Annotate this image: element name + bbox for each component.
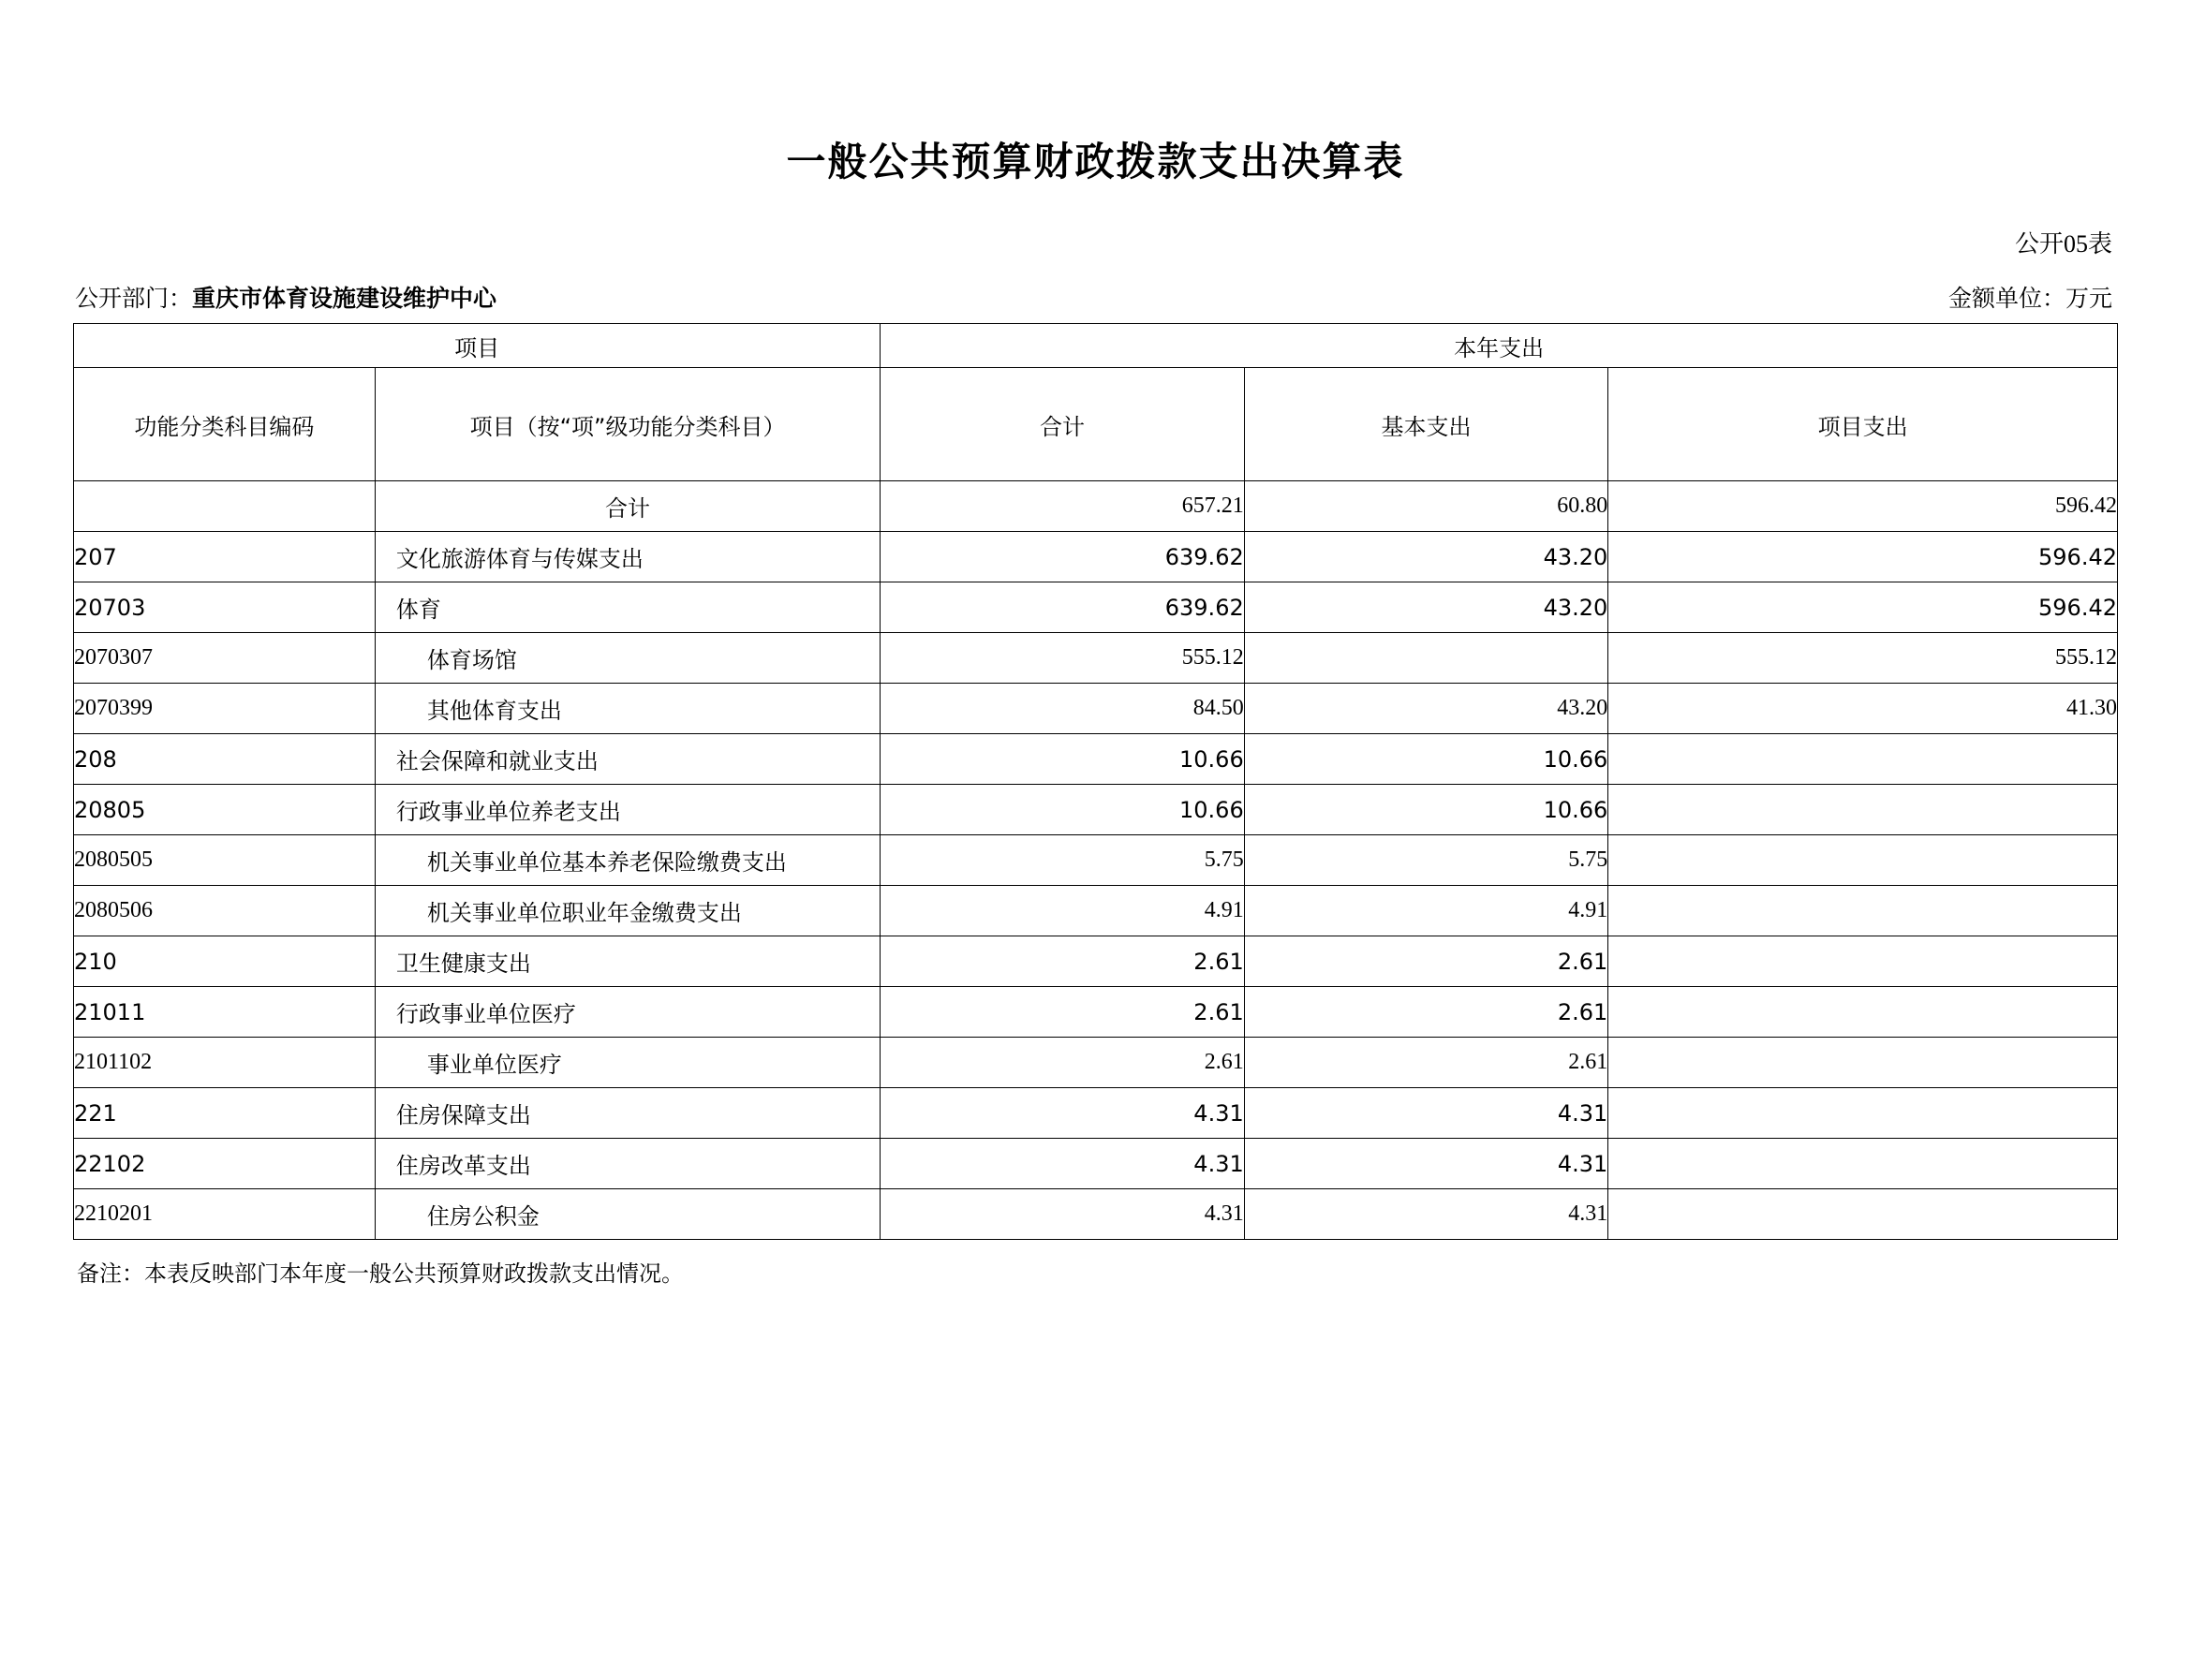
cell-code: 21011 [74,987,376,1038]
cell-name: 行政事业单位医疗 [375,987,880,1038]
cell-project: 596.42 [1608,532,2118,582]
cell-name: 事业单位医疗 [375,1038,880,1088]
cell-total: 10.66 [881,734,1245,785]
cell-code: 20805 [74,785,376,835]
document-page [0,131,2191,1680]
cell-code: 2080506 [74,886,376,936]
cell-code: 22102 [74,1139,376,1189]
department-info [75,280,496,314]
cell-basic: 10.66 [1244,734,1608,785]
amount-unit: 金额单位：万元 [1947,287,2112,312]
cell-code: 2210201 [74,1189,376,1240]
cell-basic: 60.80 [1244,481,1608,532]
cell-name: 住房改革支出 [375,1139,880,1189]
meta-row [73,280,2118,314]
cell-basic: 4.31 [1244,1189,1608,1240]
cell-basic: 2.61 [1244,987,1608,1038]
cell-basic [1244,633,1608,684]
budget-table [73,323,2118,1240]
cell-name: 住房公积金 [375,1189,880,1240]
cell-code: 207 [74,532,376,582]
table-row [74,1139,2118,1189]
column-header-basic: 基本支出 [1244,368,1608,481]
cell-project [1608,1038,2118,1088]
cell-total: 10.66 [881,785,1245,835]
department-label: 公开部门： [75,287,193,312]
cell-name: 机关事业单位职业年金缴费支出 [375,886,880,936]
cell-name: 机关事业单位基本养老保险缴费支出 [375,835,880,886]
table-footnote: 备注：本表反映部门本年度一般公共预算财政拨款支出情况。 [77,1262,684,1287]
department-name: 重庆市体育设施建设维护中心 [192,285,497,312]
cell-name: 体育场馆 [375,633,880,684]
cell-code: 2070399 [74,684,376,734]
cell-total: 4.31 [881,1088,1245,1139]
group-header-current-year: 本年支出 [881,324,2118,368]
column-header-code: 功能分类科目编码 [74,368,376,481]
cell-project [1608,785,2118,835]
cell-basic: 43.20 [1244,684,1608,734]
cell-total: 639.62 [881,582,1245,633]
cell-project: 596.42 [1608,481,2118,532]
cell-project: 596.42 [1608,582,2118,633]
cell-project: 41.30 [1608,684,2118,734]
cell-code: 210 [74,936,376,987]
table-head [74,324,2118,481]
cell-basic: 2.61 [1244,1038,1608,1088]
cell-total: 4.31 [881,1139,1245,1189]
cell-basic: 2.61 [1244,936,1608,987]
group-header-project: 项目 [74,324,881,368]
cell-basic: 4.31 [1244,1139,1608,1189]
cell-basic: 43.20 [1244,582,1608,633]
cell-total: 657.21 [881,481,1245,532]
cell-total: 5.75 [881,835,1245,886]
table-row [74,1189,2118,1240]
column-header-name: 项目（按“项”级功能分类科目） [375,368,880,481]
table-row [74,582,2118,633]
table-row [74,886,2118,936]
cell-name: 住房保障支出 [375,1088,880,1139]
cell-code: 20703 [74,582,376,633]
cell-name: 行政事业单位养老支出 [375,785,880,835]
column-header-total: 合计 [881,368,1245,481]
cell-code: 221 [74,1088,376,1139]
table-column-header-row [74,368,2118,481]
cell-total: 2.61 [881,987,1245,1038]
cell-name: 合计 [375,481,880,532]
cell-project [1608,936,2118,987]
table-row [74,835,2118,886]
cell-project [1608,1088,2118,1139]
cell-code [74,481,376,532]
table-body [74,481,2118,1240]
sheet-number: 公开05表 [2014,230,2112,258]
table-row [74,633,2118,684]
cell-code: 2101102 [74,1038,376,1088]
cell-basic: 43.20 [1244,532,1608,582]
table-row [74,785,2118,835]
cell-code: 208 [74,734,376,785]
cell-total: 639.62 [881,532,1245,582]
table-row [74,684,2118,734]
table-row [74,734,2118,785]
cell-project [1608,835,2118,886]
table-row [74,936,2118,987]
cell-name: 卫生健康支出 [375,936,880,987]
table-row [74,987,2118,1038]
cell-basic: 5.75 [1244,835,1608,886]
cell-total: 4.31 [881,1189,1245,1240]
cell-project [1608,1189,2118,1240]
cell-basic: 4.31 [1244,1088,1608,1139]
cell-project [1608,886,2118,936]
table-group-header-row [74,324,2118,368]
cell-name: 文化旅游体育与传媒支出 [375,532,880,582]
cell-project [1608,1139,2118,1189]
page-title: 一般公共预算财政拨款支出决算表 [786,139,1405,184]
cell-code: 2080505 [74,835,376,886]
cell-total: 555.12 [881,633,1245,684]
cell-name: 体育 [375,582,880,633]
column-header-project: 项目支出 [1608,368,2118,481]
cell-project [1608,987,2118,1038]
cell-name: 社会保障和就业支出 [375,734,880,785]
cell-total: 4.91 [881,886,1245,936]
cell-total: 2.61 [881,936,1245,987]
cell-basic: 4.91 [1244,886,1608,936]
cell-code: 2070307 [74,633,376,684]
cell-total: 84.50 [881,684,1245,734]
cell-project [1608,734,2118,785]
cell-basic: 10.66 [1244,785,1608,835]
table-row [74,481,2118,532]
table-row [74,532,2118,582]
table-row [74,1088,2118,1139]
cell-total: 2.61 [881,1038,1245,1088]
cell-name: 其他体育支出 [375,684,880,734]
table-row [74,1038,2118,1088]
cell-project: 555.12 [1608,633,2118,684]
